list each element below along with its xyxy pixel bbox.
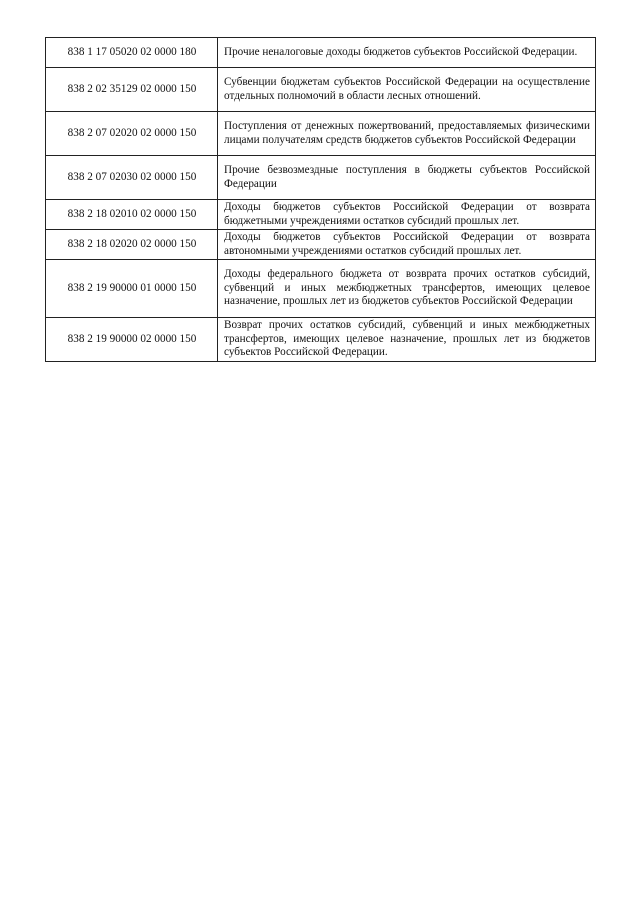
budget-code-cell: 838 2 02 35129 02 0000 150 <box>46 68 218 112</box>
budget-code-cell: 838 2 07 02030 02 0000 150 <box>46 156 218 200</box>
budget-code-cell: 838 2 18 02020 02 0000 150 <box>46 230 218 260</box>
budget-code-cell: 838 1 17 05020 02 0000 180 <box>46 38 218 68</box>
budget-codes-table <box>45 37 596 362</box>
budget-code-cell: 838 2 19 90000 01 0000 150 <box>46 260 218 318</box>
table-row <box>46 156 596 200</box>
description-cell: Возврат прочих остатков субсидий, субвенций и иных межбюджетных трансфертов, имеющих целевое назначение, прошлых лет из бюджетов субъектов Российской Федерации. <box>218 318 596 362</box>
budget-code-cell: 838 2 18 02010 02 0000 150 <box>46 200 218 230</box>
description-cell: Прочие неналоговые доходы бюджетов субъектов Российской Федерации. <box>218 38 596 68</box>
budget-code-cell: 838 2 07 02020 02 0000 150 <box>46 112 218 156</box>
table-row <box>46 38 596 68</box>
table-row <box>46 260 596 318</box>
description-cell: Поступления от денежных пожертвований, предоставляемых физическими лицами получателям средств бюджетов субъектов Российской Федерации <box>218 112 596 156</box>
description-cell: Доходы бюджетов субъектов Российской Федерации от возврата бюджетными учреждениями остатков субсидий прошлых лет. <box>218 200 596 230</box>
table-row <box>46 200 596 230</box>
description-cell: Прочие безвозмездные поступления в бюджеты субъектов Российской Федерации <box>218 156 596 200</box>
description-cell: Доходы федерального бюджета от возврата прочих остатков субсидий, субвенций и иных межбюджетных трансфертов, имеющих целевое назначение, прошлых лет из бюджетов субъектов Российской Федерации <box>218 260 596 318</box>
description-cell: Доходы бюджетов субъектов Российской Федерации от возврата автономными учреждениями остатков субсидий прошлых лет. <box>218 230 596 260</box>
table-row <box>46 112 596 156</box>
table-row <box>46 318 596 362</box>
table-row <box>46 230 596 260</box>
budget-code-cell: 838 2 19 90000 02 0000 150 <box>46 318 218 362</box>
table-row <box>46 68 596 112</box>
description-cell: Субвенции бюджетам субъектов Российской Федерации на осуществление отдельных полномочий в области лесных отношений. <box>218 68 596 112</box>
